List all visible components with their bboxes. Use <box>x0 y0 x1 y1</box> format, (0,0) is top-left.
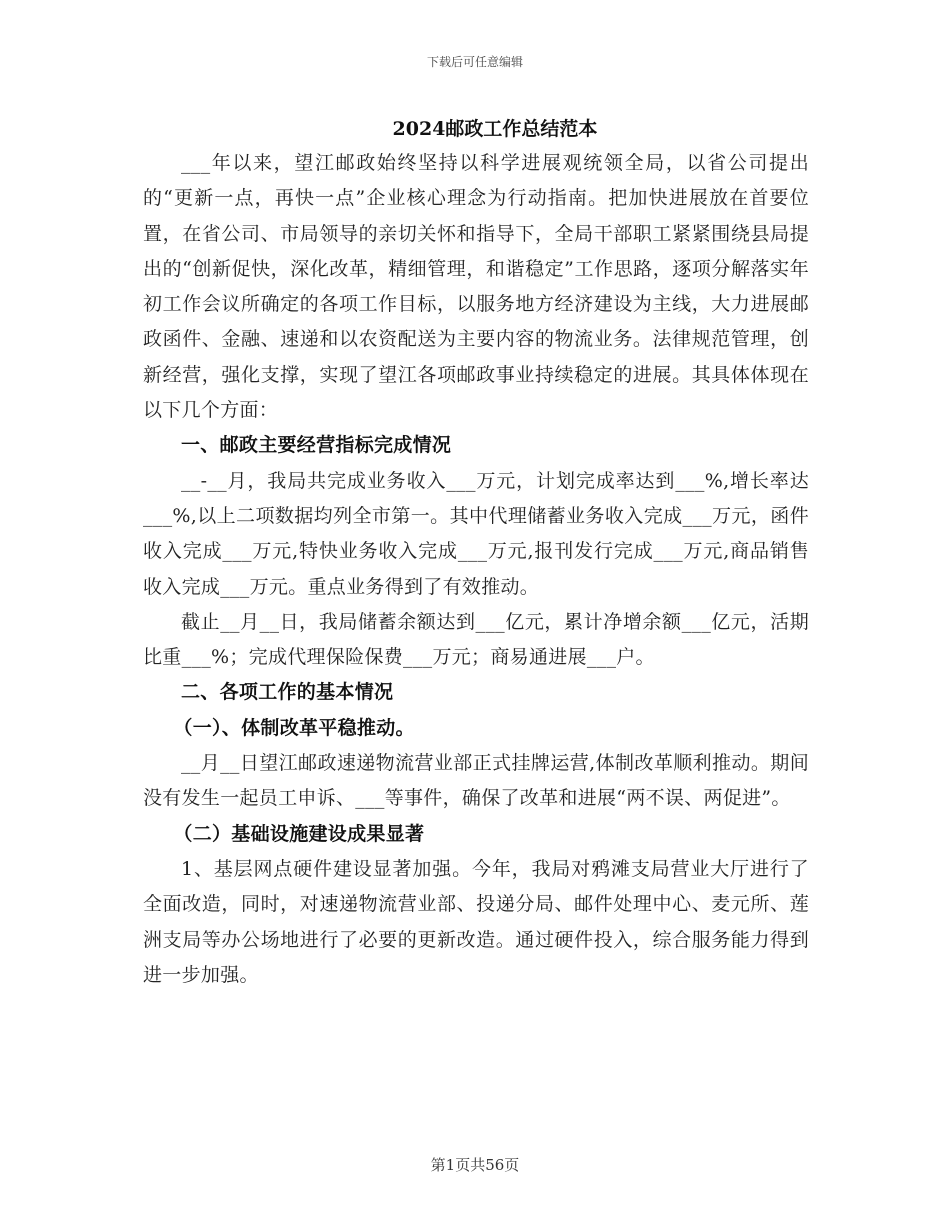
savings-paragraph: 截止__月__日，我局储蓄余额达到___亿元，累计净增余额___亿元，活期比重___%；完成代理保险保费___万元；商易通进展___户。 <box>143 610 809 669</box>
subsection-heading-1: （一）、体制改革平稳推动。 <box>173 716 415 739</box>
subsection-heading-2: （二）基础设施建设成果显著 <box>173 822 425 845</box>
infrastructure-paragraph: 1、基层网点硬件建设显著加强。今年，我局对鸦滩支局营业大厅进行了全面改造，同时，对速递物流营业部、投递分局、邮件处理中心、麦元所、莲洲支局等办公场地进行了必要的更新改造。通过硬件投入，综合服务能力得到进一步加强。 <box>143 857 809 986</box>
intro-paragraph: ___年以来，望江邮政始终坚持以科学进展观统领全局，以省公司提出的“更新一点，再快一点”企业核心理念为行动指南。把加快进展放在首要位置，在省公司、市局领导的亲切关怀和指导下，全局干部职工紧紧围绕县局提出的“创新促快，深化改革，精细管理，和谐稳定”工作思路，逐项分解落实年初工作会议所确定的各项工作目标，以服务地方经济建设为主线，大力进展邮政函件、金融、速递和以农资配送为主要内容的物流业务。法律规范管理，创新经营，强化支撑，实现了望江各项邮政事业持续稳定的进展。其具体体现在以下几个方面： <box>143 152 809 422</box>
reform-paragraph: __月__日望江邮政速递物流营业部正式挂牌运营,体制改革顺利推动。期间没有发生一起员工申诉、___等事件，确保了改革和进展“两不误、两促进”。 <box>143 752 809 810</box>
header-note: 下载后可任意编辑 <box>426 55 523 69</box>
section-heading-2: 二、各项工作的基本情况 <box>181 681 394 704</box>
indicators-paragraph: __-__月，我局共完成业务收入___万元，计划完成率达到___%,增长率达___%,以上二项数据均列全市第一。其中代理储蓄业务收入完成___万元，函件收入完成___万元,特快业务收入完成___万元,报刊发行完成___万元,商品销售收入完成___万元。重点业务得到了有效推动。 <box>143 469 809 598</box>
document-title: 2024邮政工作总结范本 <box>392 118 598 140</box>
page-footer: 第1页共56页 <box>430 1156 520 1174</box>
section-heading-1: 一、邮政主要经营指标完成情况 <box>181 434 452 457</box>
document-body <box>143 146 809 993</box>
